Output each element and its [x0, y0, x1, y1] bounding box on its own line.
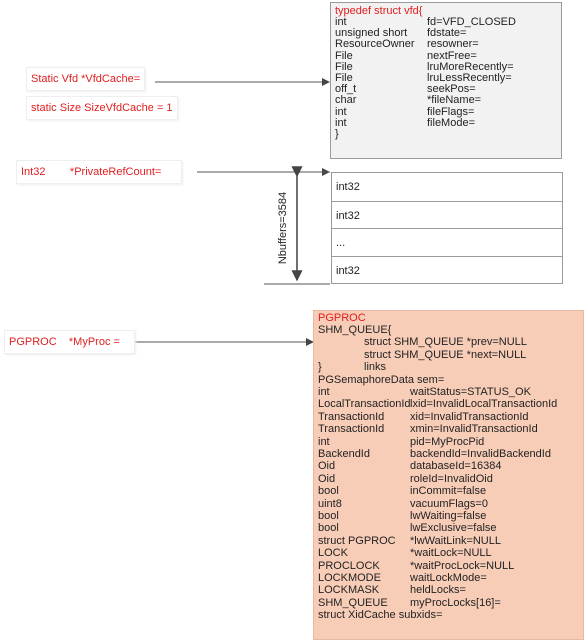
pgproc-field-name: pid=MyProcPid: [410, 435, 485, 448]
vfd-field-type: ResourceOwner: [335, 38, 415, 51]
private-refcount-label: Int32 *PrivateRefCount=: [16, 160, 182, 184]
vfd-field-row: [331, 107, 561, 118]
pgproc-field-name: waitLockMode=: [410, 572, 487, 584]
vfd-field-type: unsigned short: [335, 27, 408, 40]
pgproc-field-row: [314, 486, 583, 498]
refcount-cell: [332, 228, 562, 256]
pgproc-field-type: LocalTransactionId: [318, 398, 411, 411]
refcount-cell-value: int32: [336, 264, 360, 277]
pgproc-field-type: bool: [318, 510, 339, 522]
vfd-field-type: int: [335, 105, 347, 118]
pgproc-field-row: [314, 424, 583, 436]
pgproc-field-row: [314, 387, 583, 399]
pgproc-field-type: SHM_QUEUE: [318, 596, 388, 609]
pgproc-field-type: bool: [318, 522, 339, 535]
refcount-cell: [332, 173, 562, 201]
pgproc-field-type: }: [318, 361, 322, 374]
pgproc-field-row: [314, 561, 583, 573]
pgproc-field-name: *waitLock=NULL: [410, 547, 492, 560]
pgproc-field-type: PGSemaphoreData sem=: [318, 373, 445, 386]
vfd-field-row: [331, 118, 561, 129]
pgproc-field-name: inCommit=false: [410, 485, 487, 498]
vfd-struct-box: [330, 2, 562, 159]
myproc-label: PGPROC *MyProc =: [4, 330, 135, 354]
pgproc-field-type: BackendId: [318, 448, 370, 460]
vfdcache-label: Static Vfd *VfdCache=: [26, 67, 145, 91]
vfd-field-name: fileFlags=: [427, 105, 475, 118]
vfd-field-name: lruMoreRecently=: [427, 60, 514, 73]
pgproc-field-name: roleId=InvalidOid: [410, 472, 493, 485]
pgproc-field-name: links: [364, 361, 387, 374]
refcount-cell: [332, 256, 562, 284]
size-vfdcache-label: static Size SizeVfdCache = 1: [26, 96, 178, 120]
pgproc-field-name: struct SHM_QUEUE *prev=NULL: [364, 336, 527, 349]
pgproc-field-row: [314, 412, 583, 424]
vfd-field-name: fd=VFD_CLOSED: [427, 16, 516, 28]
vfd-field-type: off_t: [335, 83, 357, 96]
refcount-cell-value: int32: [336, 181, 360, 193]
vfd-field-name: seekPos=: [427, 83, 476, 96]
pgproc-field-type: struct PGPROC: [318, 534, 396, 547]
pgproc-struct-box: [313, 310, 584, 640]
pgproc-field-row: [314, 375, 583, 387]
pgproc-field-row: [314, 598, 583, 610]
pgproc-field-row: [314, 499, 583, 511]
pgproc-field-row: [314, 585, 583, 597]
vfd-field-name: resowner=: [427, 38, 479, 51]
pgproc-field-row: [314, 548, 583, 560]
vfd-field-row: [331, 95, 561, 106]
pgproc-field-name: vacuumFlags=0: [410, 497, 488, 510]
pgproc-field-name: *waitProcLock=NULL: [410, 559, 515, 572]
pgproc-field-name: lwExclusive=false: [410, 522, 497, 535]
pgproc-field-type: LOCKMODE: [318, 572, 381, 584]
pgproc-field-name: databaseId=16384: [410, 460, 502, 473]
pgproc-field-name: backendId=InvalidBackendId: [410, 448, 551, 460]
vfd-field-type: File: [335, 49, 353, 62]
pgproc-field-row: [314, 337, 583, 349]
pgproc-field-name: *lwWaitLink=NULL: [410, 534, 501, 547]
pgproc-field-row: [314, 399, 583, 411]
vfd-struct-title: typedef struct vfd{: [335, 5, 423, 17]
pgproc-field-row: [314, 350, 583, 362]
pgproc-field-name: waitStatus=STATUS_OK: [410, 386, 531, 398]
pgproc-field-name: myProcLocks[16]=: [410, 596, 501, 609]
pgproc-field-type: TransactionId: [318, 423, 385, 436]
vfd-field-type: char: [335, 94, 357, 107]
pgproc-field-row: [314, 523, 583, 535]
vfd-field-name: fdstate=: [427, 27, 467, 40]
vfd-field-name: nextFree=: [427, 49, 477, 62]
vfd-field-row: [331, 39, 561, 50]
pgproc-field-type: SHM_QUEUE{: [318, 324, 392, 336]
vfd-field-name: lruLessRecently=: [427, 72, 512, 84]
vfd-field-type: File: [335, 60, 353, 73]
pgproc-field-row: [314, 449, 583, 461]
pgproc-field-type: int: [318, 386, 330, 398]
vfd-field-name: *fileName=: [427, 94, 482, 107]
vfd-field-type: File: [335, 72, 353, 84]
pgproc-field-row: [314, 610, 583, 622]
refcount-cell: [332, 201, 562, 229]
pgproc-field-row: [314, 573, 583, 585]
vfd-field-type: int: [335, 116, 347, 129]
vfd-struct-closing: }: [335, 128, 339, 140]
pgproc-field-type: TransactionId: [318, 410, 385, 423]
pgproc-field-row: [314, 461, 583, 473]
pgproc-field-type: bool: [318, 485, 339, 498]
pgproc-field-row: [314, 362, 583, 374]
pgproc-field-name: lxid=InvalidLocalTransactionId: [410, 398, 558, 411]
pgproc-field-row: [314, 511, 583, 523]
pgproc-field-type: Oid: [318, 460, 336, 473]
pgproc-field-type: int: [318, 435, 330, 448]
nbuffers-label: Nbuffers=3584: [277, 191, 289, 265]
refcount-array: [331, 172, 563, 284]
pgproc-field-type: uint8: [318, 497, 342, 510]
pgproc-field-name: heldLocks=: [410, 584, 466, 597]
pgproc-field-row: [314, 437, 583, 449]
pgproc-field-type: struct XidCache subxids=: [318, 609, 443, 622]
vfd-field-row: [331, 51, 561, 62]
vfd-field-type: int: [335, 16, 347, 28]
pgproc-field-type: PROCLOCK: [318, 559, 380, 572]
pgproc-field-row: [314, 536, 583, 548]
pgproc-title: PGPROC: [318, 312, 366, 324]
vfd-field-name: fileMode=: [427, 116, 476, 129]
pgproc-field-type: Oid: [318, 472, 336, 485]
pgproc-field-row: [314, 474, 583, 486]
pgproc-field-name: lwWaiting=false: [410, 510, 487, 522]
pgproc-field-name: xmin=InvalidTransactionId: [410, 423, 538, 436]
refcount-cell-value: int32: [336, 209, 360, 222]
pgproc-field-name: struct SHM_QUEUE *next=NULL: [364, 348, 527, 361]
refcount-cell-value: ...: [336, 237, 346, 249]
pgproc-field-type: LOCK: [318, 547, 348, 560]
pgproc-field-name: xid=InvalidTransactionId: [410, 410, 529, 423]
pgproc-field-type: LOCKMASK: [318, 584, 380, 597]
pgproc-field-row: [314, 325, 583, 337]
